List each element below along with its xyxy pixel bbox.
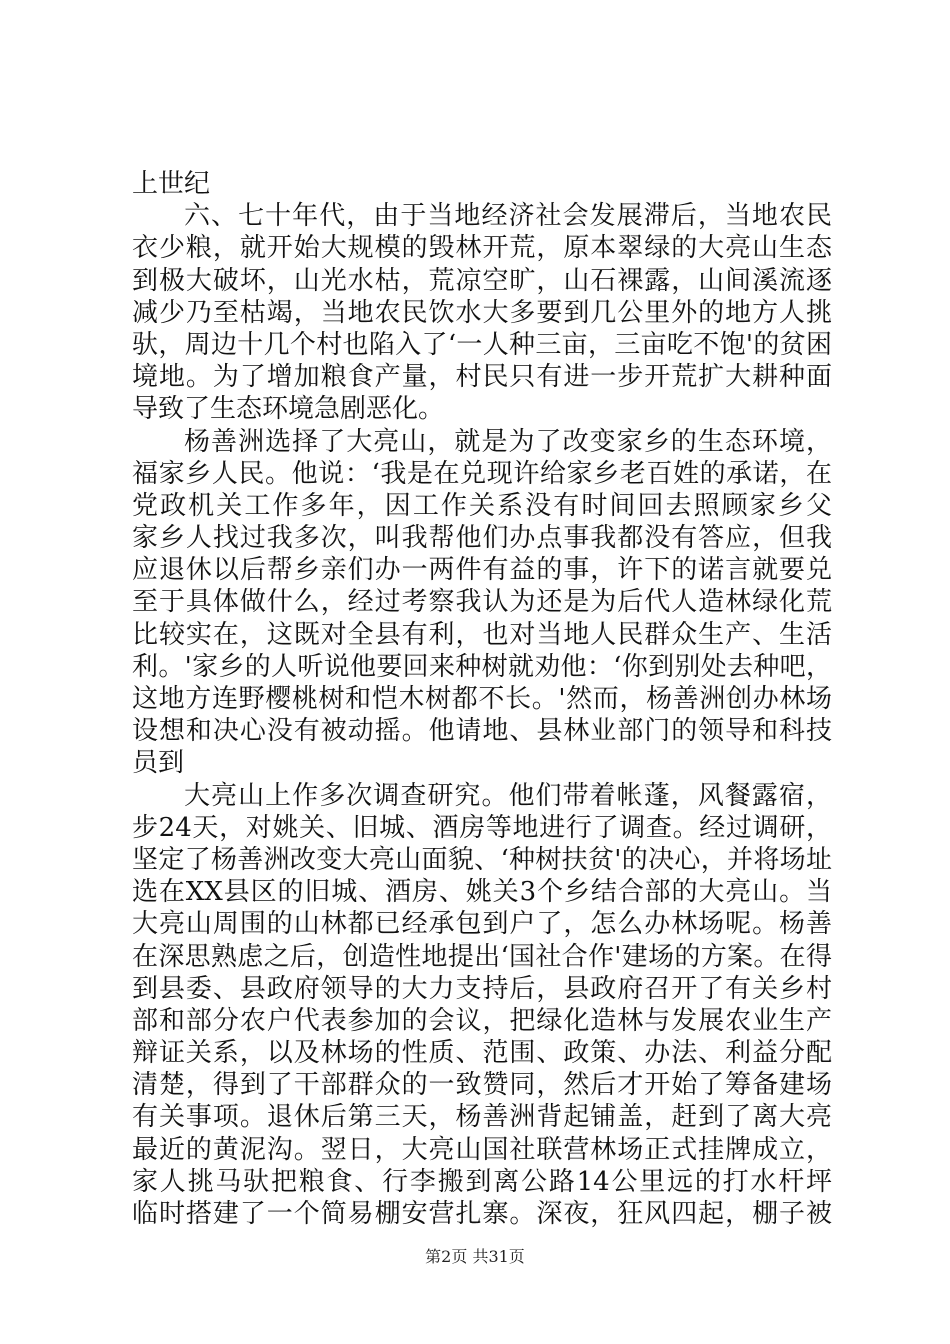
text-line: 步24天，对姚关、旧城、酒房等地进行了调查。经过调研， bbox=[132, 812, 832, 843]
text-line: 党政机关工作多年，因工作关系没有时间回去照顾家乡父 bbox=[132, 490, 832, 521]
text-line: 在深思熟虑之后，创造性地提出‘国社合作'建场的方案。在得 bbox=[132, 941, 832, 972]
text-line: 选在XX县区的旧城、酒房、姚关3个乡结合部的大亮山。当 bbox=[132, 877, 832, 908]
text-line: 部和部分农户代表参加的会议，把绿化造林与发展农业生产 bbox=[132, 1005, 832, 1036]
text-line: 境地。为了增加粮食产量，村民只有进一步开荒扩大耕种面 bbox=[132, 362, 832, 393]
text-line: 福家乡人民。他说：‘我是在兑现许给家乡老百姓的承诺，在 bbox=[132, 458, 832, 489]
text-line: 利。'家乡的人听说他要回来种树就劝他：‘你到别处去种吧， bbox=[132, 651, 832, 682]
body-text bbox=[132, 168, 832, 1230]
text-line: 衣少粮，就开始大规模的毁林开荒，原本翠绿的大亮山生态 bbox=[132, 233, 832, 264]
text-line: 至于具体做什么，经过考察我认为还是为后代人造林绿化荒 bbox=[132, 587, 832, 618]
text-line: 应退休以后帮乡亲们办一两件有益的事，许下的诺言就要兑 bbox=[132, 555, 832, 586]
page-number-footer: 第2页 共31页 bbox=[425, 1247, 525, 1266]
text-line: 设想和决心没有被动摇。他请地、县林业部门的领导和科技 bbox=[132, 716, 832, 747]
text-line: 最近的黄泥沟。翌日，大亮山国社联营林场正式挂牌成立， bbox=[132, 1134, 832, 1165]
text-line: 坚定了杨善洲改变大亮山面貌、‘种树扶贫'的决心，并将场址 bbox=[132, 844, 832, 875]
text-line: 大亮山周围的山林都已经承包到户了，怎么办林场呢。杨善 bbox=[132, 909, 832, 940]
text-line: 临时搭建了一个简易棚安营扎寨。深夜，狂风四起，棚子被 bbox=[132, 1199, 832, 1229]
text-line: 辩证关系，以及林场的性质、范围、政策、办法、利益分配 bbox=[132, 1038, 832, 1069]
text-line: 导致了生态环境急剧恶化。 bbox=[132, 394, 445, 425]
text-line: 六、七十年代，由于当地经济社会发展滞后，当地农民 bbox=[184, 201, 832, 232]
text-line: 家人挑马驮把粮食、行李搬到离公路14公里远的打水杆坪 bbox=[132, 1166, 832, 1197]
text-line: 这地方连野樱桃树和恺木树都不长。'然而，杨善洲创办林场 bbox=[132, 684, 832, 714]
text-line: 清楚，得到了干部群众的一致赞同，然后才开始了筹备建场 bbox=[132, 1070, 832, 1101]
text-line: 大亮山上作多次调查研究。他们带着帐蓬，风餐露宿， bbox=[184, 780, 832, 811]
text-line: 到县委、县政府领导的大力支持后，县政府召开了有关乡村 bbox=[132, 973, 832, 1004]
text-line: 有关事项。退休后第三天，杨善洲背起铺盖，赶到了离大亮 bbox=[132, 1102, 832, 1133]
text-line: 家乡人找过我多次，叫我帮他们办点事我都没有答应，但我 bbox=[132, 523, 832, 554]
text-line: 减少乃至枯竭，当地农民饮水大多要到几公里外的地方人挑 bbox=[132, 297, 832, 328]
text-line: 员到 bbox=[132, 748, 185, 779]
text-line: 到极大破坏，山光水枯，荒凉空旷，山石裸露，山间溪流逐 bbox=[132, 265, 832, 296]
text-line: 上世纪 bbox=[132, 169, 211, 199]
text-line: 比较实在，这既对全县有利，也对当地人民群众生产、生活 bbox=[132, 619, 832, 650]
text-line: 驮，周边十几个村也陷入了‘一人种三亩，三亩吃不饱'的贫困 bbox=[132, 329, 832, 360]
text-line: 杨善洲选择了大亮山，就是为了改变家乡的生态环境， bbox=[184, 426, 832, 457]
